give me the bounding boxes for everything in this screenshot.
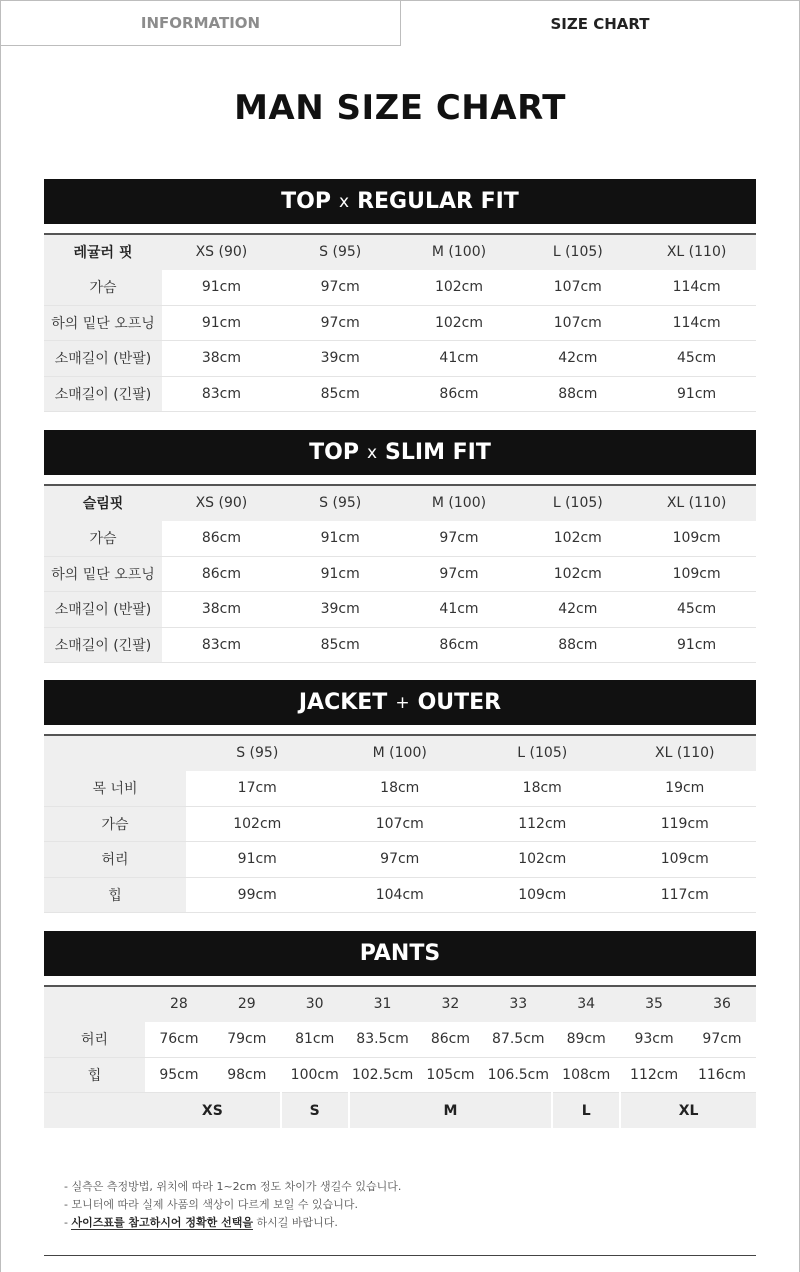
page-title: MAN SIZE CHART bbox=[234, 88, 566, 128]
header-cell: S (95) bbox=[281, 485, 400, 521]
table-row bbox=[44, 842, 756, 878]
fit-cell-l: L bbox=[552, 1093, 620, 1129]
header-cell: XL (110) bbox=[637, 234, 756, 270]
pants-fit-row bbox=[44, 1093, 756, 1129]
table-cell: 106.5cm bbox=[484, 1057, 552, 1093]
table-header-row bbox=[44, 234, 756, 270]
table-cell: 114cm bbox=[637, 270, 756, 306]
header-cell: M (100) bbox=[329, 735, 472, 771]
header-cell: M (100) bbox=[400, 234, 519, 270]
table-cell: 97cm bbox=[281, 270, 400, 306]
row-label-empty bbox=[44, 1093, 145, 1129]
note-emphasis: 사이즈표를 참고하시어 정확한 선택을 bbox=[71, 1216, 253, 1229]
row-label: 가슴 bbox=[44, 270, 162, 306]
table-cell: 102cm bbox=[518, 556, 637, 592]
table-cell: 85cm bbox=[281, 627, 400, 663]
table-cell: 95cm bbox=[145, 1057, 213, 1093]
header-cell: 34 bbox=[552, 986, 620, 1022]
table-cell: 86cm bbox=[162, 556, 281, 592]
row-label: 가슴 bbox=[44, 806, 186, 842]
section-title-pants: PANTS bbox=[44, 931, 756, 976]
table-row bbox=[44, 1057, 756, 1093]
table-cell: 97cm bbox=[688, 1022, 756, 1058]
table-header-row bbox=[44, 485, 756, 521]
top-regular-table bbox=[44, 233, 756, 412]
table-row bbox=[44, 305, 756, 341]
note-line: - 모니터에 따라 실제 사품의 색상이 다르게 보일 수 있습니다. bbox=[64, 1198, 358, 1211]
row-label: 하의 밑단 오프닝 bbox=[44, 305, 162, 341]
header-cell: 28 bbox=[145, 986, 213, 1022]
table-row bbox=[44, 1022, 756, 1058]
table-cell: 97cm bbox=[400, 556, 519, 592]
header-cell: 30 bbox=[281, 986, 349, 1022]
header-cell: 32 bbox=[417, 986, 485, 1022]
table-cell: 99cm bbox=[186, 877, 329, 913]
table-cell: 85cm bbox=[281, 376, 400, 412]
fit-cell-xl: XL bbox=[620, 1093, 756, 1129]
table-row bbox=[44, 806, 756, 842]
header-cell: 36 bbox=[688, 986, 756, 1022]
table-cell: 104cm bbox=[329, 877, 472, 913]
table-row bbox=[44, 341, 756, 377]
table-cell: 97cm bbox=[329, 842, 472, 878]
table-row bbox=[44, 877, 756, 913]
row-label: 가슴 bbox=[44, 521, 162, 557]
table-cell: 91cm bbox=[281, 521, 400, 557]
table-cell: 86cm bbox=[162, 521, 281, 557]
table-cell: 102cm bbox=[400, 305, 519, 341]
table-cell: 105cm bbox=[417, 1057, 485, 1093]
table-row bbox=[44, 270, 756, 306]
row-label: 힙 bbox=[44, 877, 186, 913]
tab-information[interactable]: INFORMATION bbox=[0, 0, 401, 46]
table-cell: 79cm bbox=[213, 1022, 281, 1058]
row-label: 힙 bbox=[44, 1057, 145, 1093]
tab-bar bbox=[0, 0, 800, 46]
header-cell bbox=[44, 735, 186, 771]
header-cell: M (100) bbox=[400, 485, 519, 521]
table-cell: 41cm bbox=[400, 592, 519, 628]
header-cell: 레귤러 핏 bbox=[44, 234, 162, 270]
table-cell: 83.5cm bbox=[349, 1022, 417, 1058]
header-cell: 31 bbox=[349, 986, 417, 1022]
table-cell: 116cm bbox=[688, 1057, 756, 1093]
note-line: - 실측은 측정방법, 위치에 따라 1~2cm 정도 차이가 생길수 있습니다. bbox=[64, 1180, 402, 1193]
header-cell: S (95) bbox=[281, 234, 400, 270]
row-label: 소매길이 (긴팔) bbox=[44, 376, 162, 412]
header-cell: L (105) bbox=[518, 485, 637, 521]
header-cell: 슬림핏 bbox=[44, 485, 162, 521]
fit-cell-s: S bbox=[281, 1093, 349, 1129]
notes bbox=[64, 1178, 401, 1232]
table-cell: 107cm bbox=[518, 305, 637, 341]
table-cell: 18cm bbox=[471, 771, 614, 807]
table-cell: 100cm bbox=[281, 1057, 349, 1093]
section-title-top-slim: TOP x SLIM FIT bbox=[44, 430, 756, 475]
note-line: - 사이즈표를 참고하시어 정확한 선택을 하시길 바랍니다. bbox=[64, 1216, 338, 1229]
table-cell: 88cm bbox=[518, 627, 637, 663]
table-cell: 86cm bbox=[417, 1022, 485, 1058]
header-cell: XS (90) bbox=[162, 485, 281, 521]
fit-cell-m: M bbox=[349, 1093, 553, 1129]
row-label: 소매길이 (반팔) bbox=[44, 341, 162, 377]
table-cell: 38cm bbox=[162, 592, 281, 628]
table-cell: 45cm bbox=[637, 592, 756, 628]
jacket-table bbox=[44, 734, 756, 913]
table-cell: 89cm bbox=[552, 1022, 620, 1058]
table-cell: 38cm bbox=[162, 341, 281, 377]
table-cell: 114cm bbox=[637, 305, 756, 341]
table-cell: 109cm bbox=[471, 877, 614, 913]
section-title-top-regular: TOP x REGULAR FIT bbox=[44, 179, 756, 224]
table-row bbox=[44, 376, 756, 412]
table-cell: 102cm bbox=[400, 270, 519, 306]
table-cell: 93cm bbox=[620, 1022, 688, 1058]
header-cell: 29 bbox=[213, 986, 281, 1022]
table-cell: 86cm bbox=[400, 627, 519, 663]
table-cell: 98cm bbox=[213, 1057, 281, 1093]
table-cell: 112cm bbox=[471, 806, 614, 842]
table-header-row bbox=[44, 986, 756, 1022]
row-label: 소매길이 (반팔) bbox=[44, 592, 162, 628]
table-cell: 97cm bbox=[281, 305, 400, 341]
table-row bbox=[44, 556, 756, 592]
row-label: 허리 bbox=[44, 842, 186, 878]
table-cell: 45cm bbox=[637, 341, 756, 377]
table-row bbox=[44, 592, 756, 628]
table-cell: 18cm bbox=[329, 771, 472, 807]
table-row bbox=[44, 521, 756, 557]
row-label: 하의 밑단 오프닝 bbox=[44, 556, 162, 592]
table-cell: 102cm bbox=[471, 842, 614, 878]
table-cell: 109cm bbox=[637, 556, 756, 592]
header-cell: L (105) bbox=[518, 234, 637, 270]
table-cell: 42cm bbox=[518, 592, 637, 628]
table-cell: 108cm bbox=[552, 1057, 620, 1093]
pants-table bbox=[44, 985, 756, 1128]
row-label: 소매길이 (긴팔) bbox=[44, 627, 162, 663]
table-cell: 91cm bbox=[281, 556, 400, 592]
table-cell: 91cm bbox=[186, 842, 329, 878]
row-label: 허리 bbox=[44, 1022, 145, 1058]
table-cell: 107cm bbox=[329, 806, 472, 842]
table-cell: 112cm bbox=[620, 1057, 688, 1093]
table-cell: 83cm bbox=[162, 376, 281, 412]
table-cell: 102cm bbox=[518, 521, 637, 557]
table-cell: 97cm bbox=[400, 521, 519, 557]
table-cell: 102cm bbox=[186, 806, 329, 842]
section-title-jacket: JACKET + OUTER bbox=[44, 680, 756, 725]
table-cell: 17cm bbox=[186, 771, 329, 807]
header-cell: S (95) bbox=[186, 735, 329, 771]
tab-size-chart[interactable]: SIZE CHART bbox=[401, 0, 800, 46]
table-cell: 88cm bbox=[518, 376, 637, 412]
table-cell: 119cm bbox=[614, 806, 757, 842]
header-cell: L (105) bbox=[471, 735, 614, 771]
header-cell: XS (90) bbox=[162, 234, 281, 270]
table-cell: 117cm bbox=[614, 877, 757, 913]
header-cell: 35 bbox=[620, 986, 688, 1022]
table-row bbox=[44, 627, 756, 663]
table-cell: 86cm bbox=[400, 376, 519, 412]
table-cell: 91cm bbox=[637, 627, 756, 663]
table-cell: 109cm bbox=[637, 521, 756, 557]
header-cell: XL (110) bbox=[637, 485, 756, 521]
table-cell: 19cm bbox=[614, 771, 757, 807]
table-cell: 41cm bbox=[400, 341, 519, 377]
table-cell: 42cm bbox=[518, 341, 637, 377]
top-slim-table bbox=[44, 484, 756, 663]
table-cell: 102.5cm bbox=[349, 1057, 417, 1093]
table-cell: 91cm bbox=[637, 376, 756, 412]
row-label: 목 너비 bbox=[44, 771, 186, 807]
table-cell: 81cm bbox=[281, 1022, 349, 1058]
table-cell: 83cm bbox=[162, 627, 281, 663]
table-row bbox=[44, 771, 756, 807]
header-cell: 33 bbox=[484, 986, 552, 1022]
bottom-divider bbox=[44, 1255, 756, 1256]
header-cell: XL (110) bbox=[614, 735, 757, 771]
table-cell: 91cm bbox=[162, 270, 281, 306]
table-cell: 91cm bbox=[162, 305, 281, 341]
table-cell: 109cm bbox=[614, 842, 757, 878]
fit-cell-xs: XS bbox=[145, 1093, 281, 1129]
table-cell: 107cm bbox=[518, 270, 637, 306]
table-cell: 87.5cm bbox=[484, 1022, 552, 1058]
table-cell: 39cm bbox=[281, 341, 400, 377]
table-cell: 39cm bbox=[281, 592, 400, 628]
table-header-row bbox=[44, 735, 756, 771]
header-cell bbox=[44, 986, 145, 1022]
table-cell: 76cm bbox=[145, 1022, 213, 1058]
